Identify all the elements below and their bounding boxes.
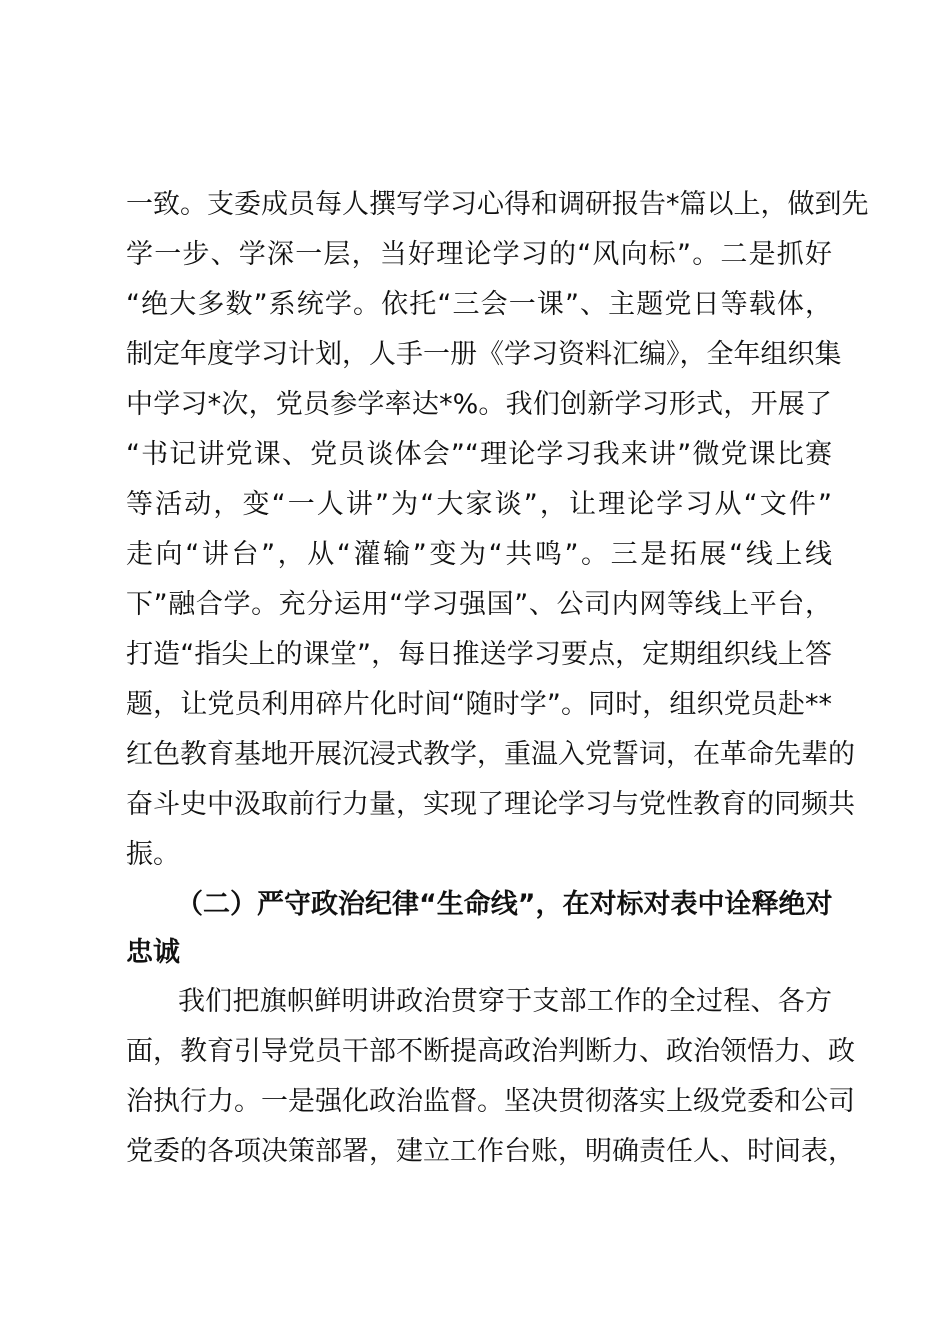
text-line: 制定年度学习计划，人手一册《学习资料汇编》，全年组织集 <box>126 339 842 370</box>
text-line: “书记讲党课、党员谈体会”“理论学习我来讲”微党课比赛 <box>126 439 832 470</box>
text-line: 走向“讲台”，从“灌输”变为“共鸣”。三是拓展“线上线 <box>126 539 832 570</box>
section-heading: 忠诚 <box>126 937 180 968</box>
text-line: 一致。支委成员每人撰写学习心得和调研报告*篇以上，做到先 <box>126 189 869 220</box>
text-line: 中学习*次，党员参学率达*%。我们创新学习形式，开展了 <box>126 389 832 420</box>
text-line: 我们把旗帜鲜明讲政治贯穿于支部工作的全过程、各方 <box>178 986 832 1017</box>
text-line: 下”融合学。充分运用“学习强国”、公司内网等线上平台， <box>126 589 832 620</box>
text-line: “绝大多数”系统学。依托“三会一课”、主题党日等载体， <box>126 289 832 320</box>
text-line: 党委的各项决策部署，建立工作台账，明确责任人、时间表， <box>126 1136 855 1167</box>
section-heading: （二）严守政治纪律“生命线”，在对标对表中诠释绝对 <box>176 889 833 920</box>
text-line: 红色教育基地开展沉浸式教学，重温入党誓词，在革命先辈的 <box>126 739 855 770</box>
text-line: 面，教育引导党员干部不断提高政治判断力、政治领悟力、政 <box>126 1036 855 1067</box>
text-line: 打造“指尖上的课堂”，每日推送学习要点，定期组织线上答 <box>126 639 832 670</box>
text-line: 等活动，变“一人讲”为“大家谈”，让理论学习从“文件” <box>126 489 832 520</box>
text-line: 学一步、学深一层，当好理论学习的“风向标”。二是抓好 <box>126 239 832 270</box>
text-line: 振。 <box>126 839 180 870</box>
text-line: 题，让党员利用碎片化时间“随时学”。同时，组织党员赴** <box>126 689 832 720</box>
text-line: 奋斗史中汲取前行力量，实现了理论学习与党性教育的同频共 <box>126 789 855 820</box>
text-line: 治执行力。一是强化政治监督。坚决贯彻落实上级党委和公司 <box>126 1086 855 1117</box>
